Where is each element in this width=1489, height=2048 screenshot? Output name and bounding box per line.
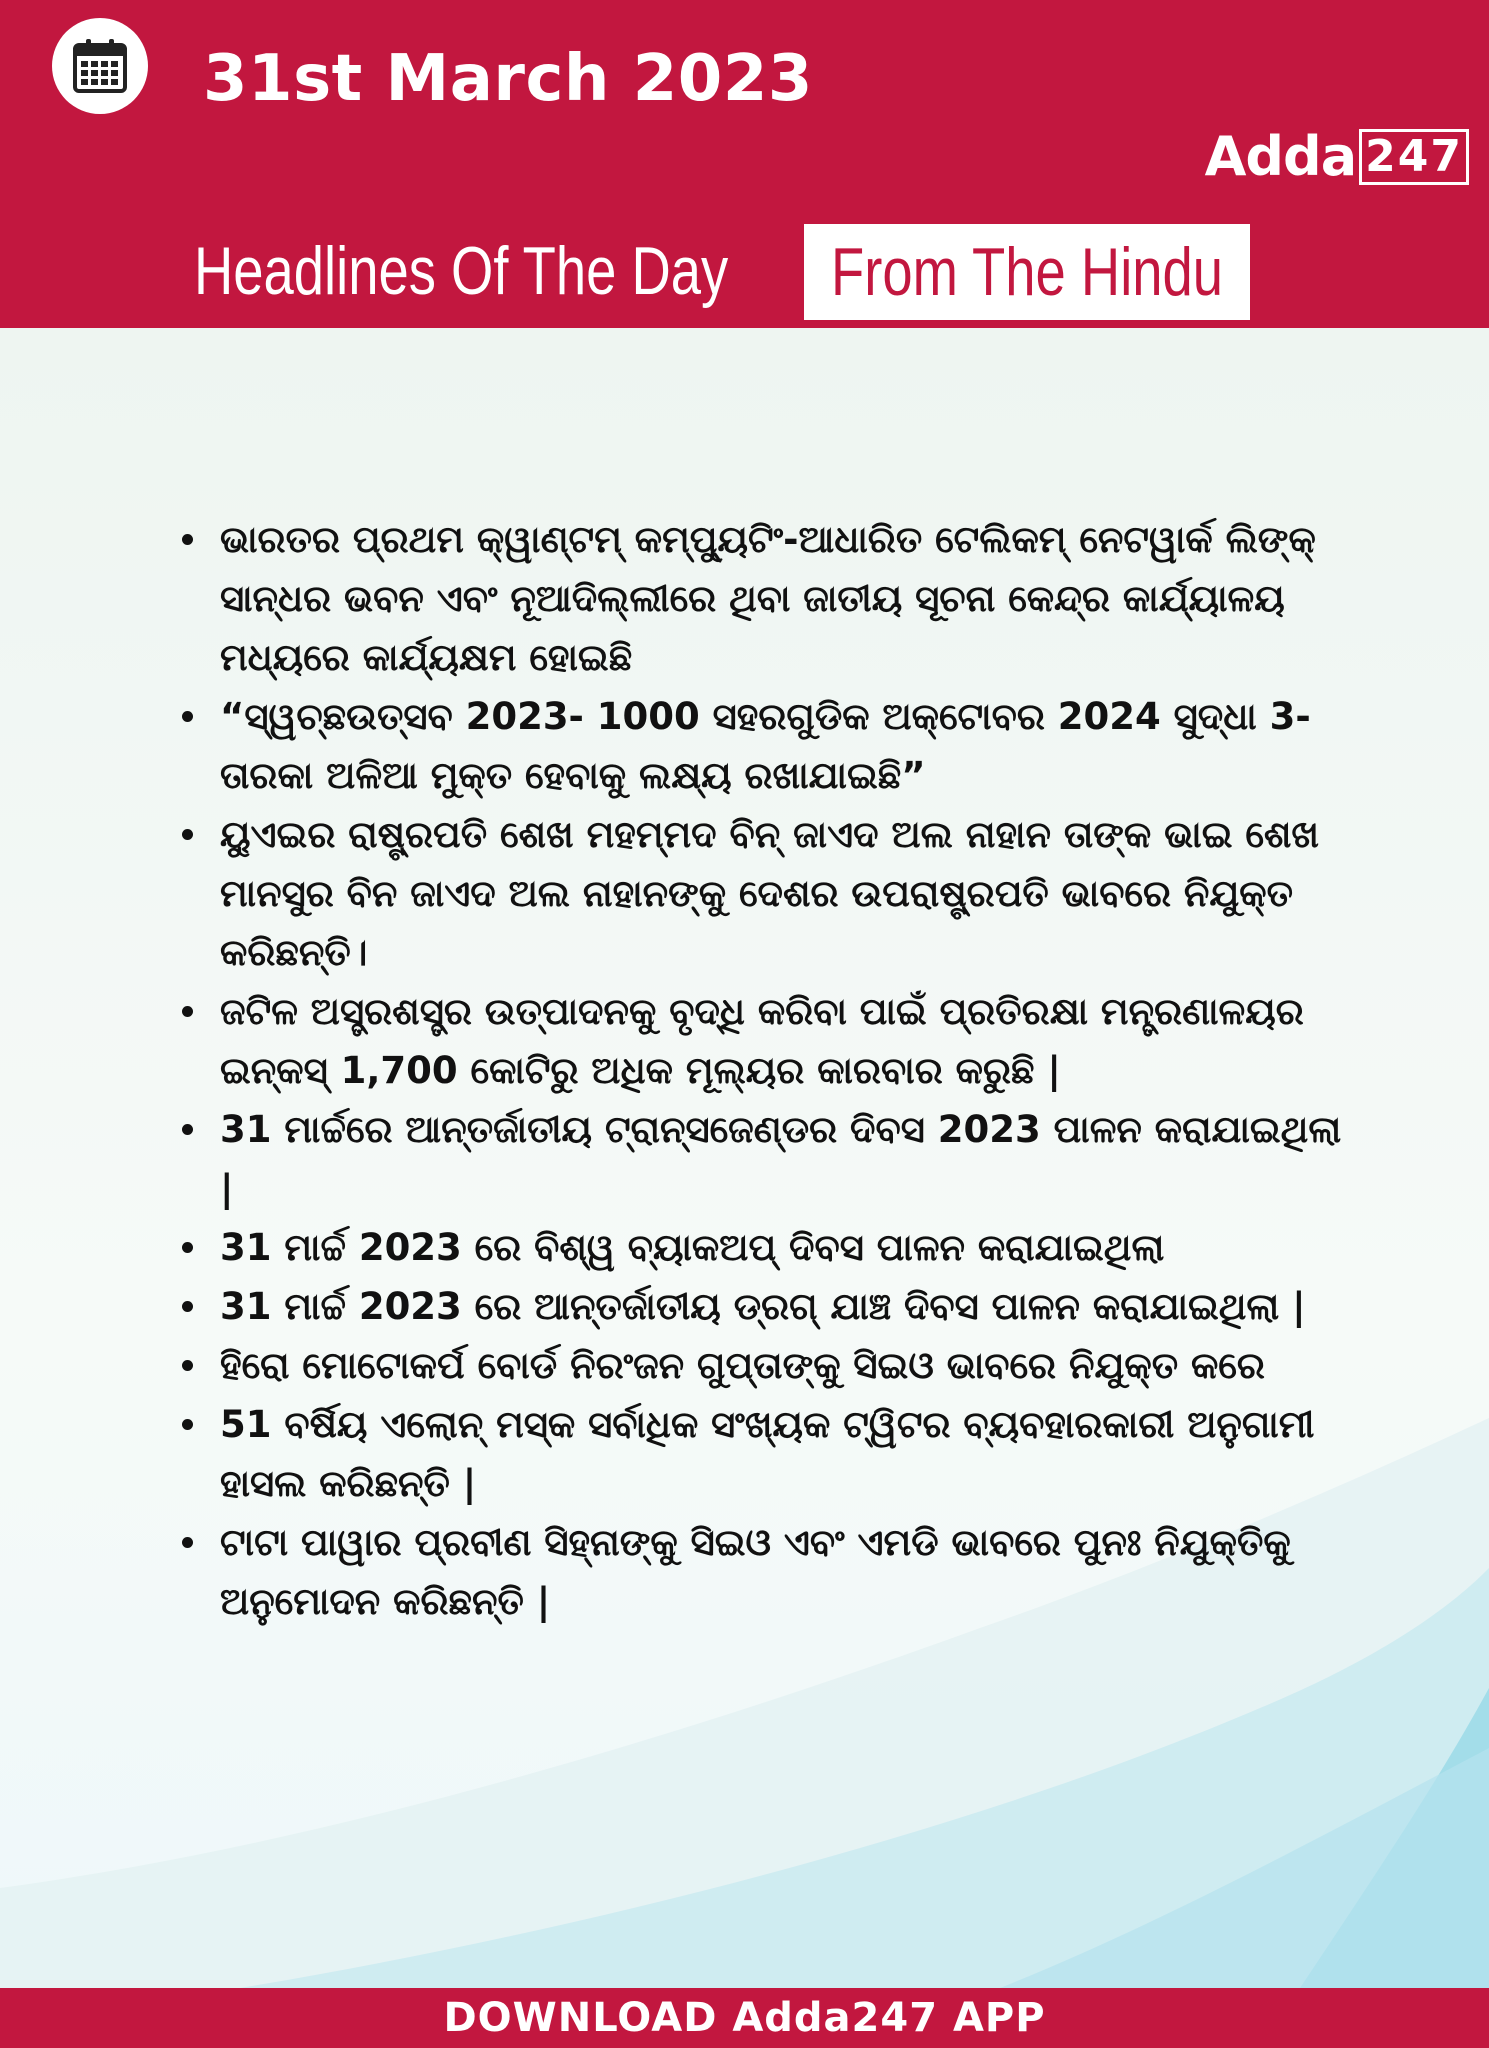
list-item: 51 ବର୍ଷିୟ ଏଲୋନ୍ ମସ୍କ ସର୍ବାଧିକ ସଂଖ୍ୟକ ଟ୍ୱିଟର ବ୍ୟବହାରକାରୀ ଅନୁଗାମୀ ହାସଲ କରିଛନ୍ତି |: [172, 1395, 1352, 1513]
list-item: ୟୁଏଇର ରାଷ୍ଟ୍ରପତି ଶେଖ ମହମ୍ମଦ ବିନ୍ ଜାଏଦ ଅଲ ନାହାନ ତାଙ୍କ ଭାଇ ଶେଖ ମାନସୁର ବିନ ଜାଏଦ ଅଲ ନାହାନଙ୍କୁ ଦେଶର ଉପରାଷ୍ଟ୍ରପତି ଭାବରେ ନିଯୁକ୍ତ କରିଛନ୍ତି।: [172, 805, 1352, 982]
header-banner: [0, 0, 1489, 328]
list-item: ଜଟିଳ ଅସ୍ତ୍ରଶସ୍ତ୍ର ଉତ୍ପାଦନକୁ ବୃଦ୍ଧି କରିବା ପାଇଁ ପ୍ରତିରକ୍ଷା ମନ୍ତ୍ରଣାଳୟର ଇନ୍କସ୍ 1,700 କୋଟିରୁ ଅଧିକ ମୂଲ୍ୟର କାରବାର କରୁଛି |: [172, 982, 1352, 1100]
page-date: 31st March 2023: [203, 42, 813, 116]
list-item: ଟାଟା ପାୱାର ପ୍ରବୀଣ ସିହ୍ନାଙ୍କୁ ସିଇଓ ଏବଂ ଏମଡି ଭାବରେ ପୁନଃ ନିଯୁକ୍ତିକୁ ଅନୁମୋଦନ କରିଛନ୍ତି |: [172, 1513, 1352, 1631]
download-app-link[interactable]: DOWNLOAD Adda247 APP: [443, 1995, 1046, 2041]
calendar-badge: [52, 18, 148, 114]
download-banner[interactable]: [0, 1988, 1489, 2048]
list-item: ହିରୋ ମୋଟୋକର୍ପ ବୋର୍ଡ ନିରଂଜନ ଗୁପ୍ତାଙ୍କୁ ସିଇଓ ଭାବରେ ନିଯୁକ୍ତ କରେ: [172, 1336, 1352, 1395]
source-label-box: [804, 224, 1250, 320]
list-item: 31 ମାର୍ଚ୍ଚ 2023 ରେ ଆନ୍ତର୍ଜାତୀୟ ଡ୍ରଗ୍ ଯାଞ୍ଚ ଦିବସ ପାଳନ କରାଯାଇଥିଲା |: [172, 1277, 1352, 1336]
headline-row: [194, 222, 1224, 320]
content-area: [0, 328, 1489, 1988]
logo-number: 247: [1359, 129, 1469, 185]
list-item: ଭାରତର ପ୍ରଥମ କ୍ୱାଣ୍ଟମ୍ କମ୍ପ୍ୟୁଟିଂ-ଆଧାରିତ ଟେଲିକମ୍ ନେଟୱାର୍କ ଲିଙ୍କ୍ ସାନ୍ଧର ଭବନ ଏବଂ ନୂଆଦିଲ୍ଲୀରେ ଥିବା ଜାତୀୟ ସୂଚନା କେନ୍ଦ୍ର କାର୍ଯ୍ୟାଳୟ ମଧ୍ୟରେ କାର୍ଯ୍ୟକ୍ଷମ ହୋଇଛି: [172, 510, 1352, 687]
list-item: 31 ମାର୍ଚ୍ଚ 2023 ରେ ବିଶ୍ୱ ବ୍ୟାକଅପ୍ ଦିବସ ପାଳନ କରାଯାଇଥିଲା: [172, 1218, 1352, 1277]
adda247-logo: [1205, 126, 1469, 188]
logo-word: Adda: [1204, 125, 1357, 188]
source-label: From The Hindu: [830, 234, 1224, 310]
list-item: “ସ୍ୱଚ୍ଛଉତ୍ସବ 2023- 1000 ସହରଗୁଡିକ ଅକ୍ଟୋବର 2024 ସୁଦ୍ଧା 3-ତାରକା ଅଳିଆ ମୁକ୍ତ ହେବାକୁ ଲକ୍ଷ୍ୟ ରଖାଯାଇଛି”: [172, 687, 1352, 805]
headline-list: [172, 510, 1352, 1631]
list-item: 31 ମାର୍ଚ୍ଚରେ ଆନ୍ତର୍ଜାତୀୟ ଟ୍ରାନ୍ସଜେଣ୍ଡର ଦିବସ 2023 ପାଳନ କରାଯାଇଥିଲା |: [172, 1100, 1352, 1218]
headline-title: Headlines Of The Day: [194, 233, 729, 309]
calendar-icon: [69, 35, 131, 97]
